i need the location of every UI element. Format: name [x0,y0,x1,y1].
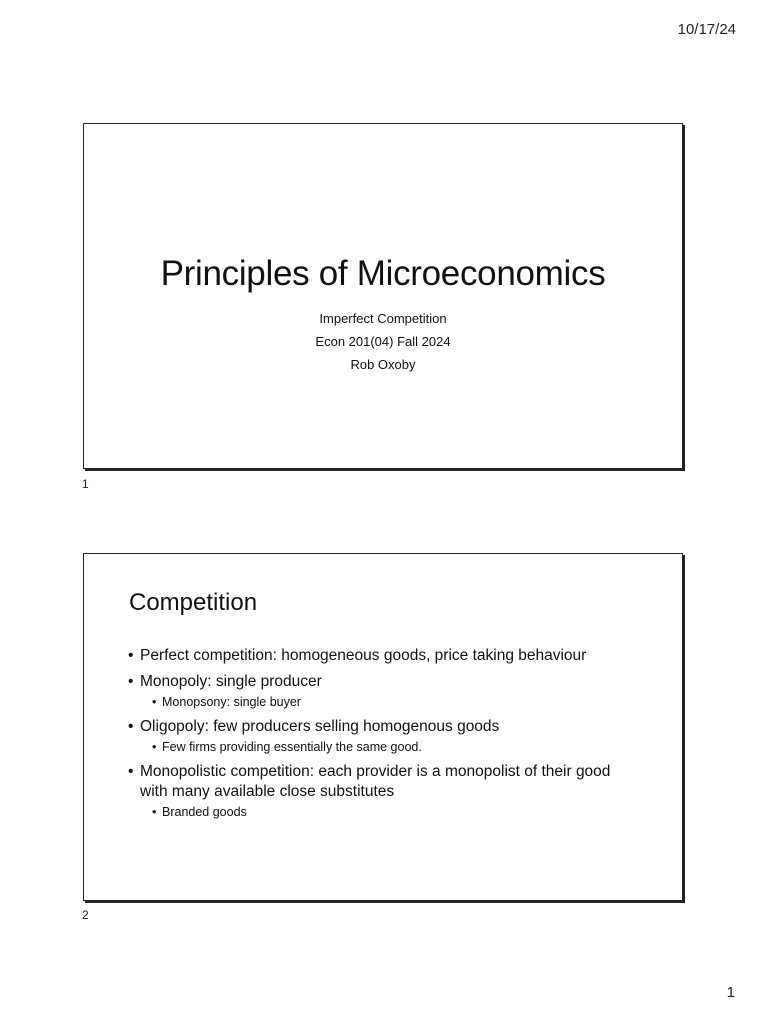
bullet-item [128,717,642,737]
slide-2 [83,553,683,901]
bullet-icon: • [152,805,157,819]
bullet-text: Perfect competition: homogeneous goods, price taking behaviour [140,647,587,664]
bullet-text: Oligopoly: few producers selling homogenous goods [140,718,500,735]
bullet-text: Monopolistic competition: each provider is a monopolist of their good with many available close substitutes [140,763,611,800]
sub-bullet-text: Branded goods [162,805,247,819]
bullet-item [128,646,642,666]
bullet-item [128,762,642,802]
bullet-icon: • [128,718,134,735]
slide-subtitle [84,307,682,376]
slide-title: Principles of Microeconomics [160,254,606,293]
bullet-icon: • [128,647,134,664]
bullet-icon: • [128,673,134,690]
bullet-list [128,646,642,821]
subtitle-line-author: Rob Oxoby [350,357,416,372]
page-number: 1 [726,984,735,1001]
sub-bullet-text: Monopsony: single buyer [162,695,301,709]
bullet-icon: • [152,740,157,754]
sub-bullet-item [128,803,642,821]
sub-bullet-text: Few firms providing essentially the same good. [162,740,422,754]
bullet-item [128,672,642,692]
subtitle-line-course: Econ 201(04) Fall 2024 [315,334,451,349]
slide-title: Competition [129,589,258,616]
sub-bullet-item [128,693,642,711]
slide-number-1: 1 [82,477,89,491]
bullet-icon: • [128,763,134,780]
sub-bullet-item [128,738,642,756]
bullet-icon: • [152,695,157,709]
slide-1 [83,123,683,469]
bullet-text: Monopoly: single producer [140,673,322,690]
slide-number-2: 2 [82,908,89,922]
page-date: 10/17/24 [677,21,736,38]
subtitle-line-topic: Imperfect Competition [319,311,447,326]
